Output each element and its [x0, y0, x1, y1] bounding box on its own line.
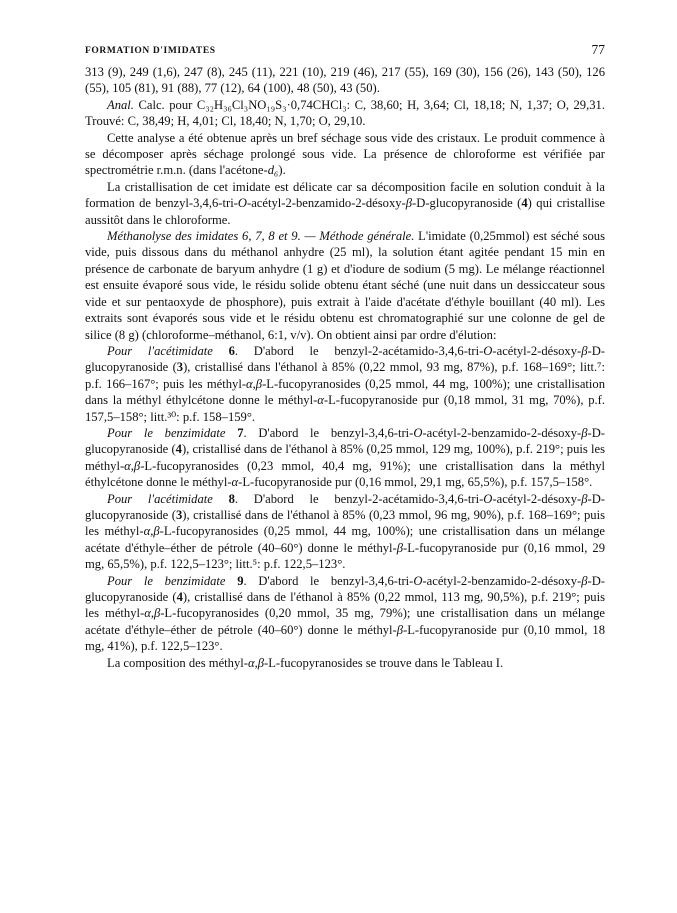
text-run: β [581, 491, 588, 506]
text-run: ), cristallisé dans l'éthanol à 85% (0,22 mmol, 93 mg, 87%), p.f. 168–169°; litt.⁷: p.f. 166–167°; puis les méthyl- [85, 360, 605, 391]
running-title: FORMATION D'IMIDATES [85, 46, 216, 56]
text-run: α [317, 393, 324, 408]
text-run: L'imidate (0,25mmol) est séché sous vide, puis dissous dans du méthanol anhydre (25 ml), la solution étant agitée pendant 15 min en présence de carbonate de baryum anhydre (1 g) et d'iodure de sodium (5 mg). Le mélange réactionnel est ensuite évaporé sous vide, le résidu solide obtenu étant séché (une nuit dans un dessiccateur sous vide et sur pentaoxyde de phosphore), puis extrait à l'aide d'acétate d'éthyle bouillant (40 ml). Les extraits sont évaporés sous vide et le résidu obtenu est chromatographié sur une colonne de gel de silice (8 g) (chloroforme–méthanol, 6:1, v/v). On obtient ainsi par ordre d'élution: [85, 229, 606, 342]
text-run: . D'abord le benzyl-3,4,6-tri- [243, 425, 414, 440]
text-run [213, 492, 229, 506]
text-run: Pour l'acétimidate [107, 343, 213, 358]
text-run: β [581, 343, 588, 358]
text-run: 3 [176, 360, 184, 375]
text-run: -acétyl-2-désoxy- [492, 343, 582, 358]
paragraph [85, 655, 605, 671]
text-run: 313 (9), 249 (1,6), 247 (8), 245 (11), 221 (10), 219 (46), 217 (55), 169 (30), 156 (26), 143 (50), 126 (55), 105 (81), 91 (88), 77 (12), 64 (100), 48 (50), 43 (50). [85, 65, 605, 96]
text-run: . D'abord le benzyl-3,4,6-tri- [243, 573, 414, 588]
text-run: O [413, 573, 423, 588]
text-run: . D'abord le benzyl-2-acétamido-3,4,6-tri- [234, 491, 484, 506]
text-run: 4 [176, 590, 183, 604]
paragraph [85, 97, 605, 130]
text-run: Anal. [107, 97, 134, 112]
text-run: β [581, 573, 588, 588]
text-run: -L-fucopyranosides se trouve dans le Tableau I. [264, 655, 504, 670]
text-run: -acétyl-2-désoxy- [492, 491, 582, 506]
text-run: 7 [237, 425, 244, 440]
text-run: -D-glucopyranoside ( [85, 491, 605, 522]
text-run: -acétyl-2-benzamido-2-désoxy- [422, 425, 582, 440]
text-run: -D-glucopyranoside ( [412, 196, 522, 211]
text-run: -L-fucopyranoside pur (0,18 mmol, 31 mg, 70%), p.f. 157,5–158°; litt.³⁰: p.f. 158–159°. [85, 393, 605, 424]
text-run: Pour l'acétimidate [107, 491, 213, 506]
paragraph [85, 573, 605, 655]
text-run: Pour le benzimidate [107, 425, 226, 440]
text-run: β [396, 622, 404, 637]
paragraph [85, 425, 605, 491]
text-run: β [396, 540, 404, 555]
paragraph [85, 130, 605, 179]
text-run: α,β [124, 458, 141, 473]
text-run: O [483, 343, 493, 358]
text-run [226, 574, 238, 588]
page [85, 40, 605, 671]
paragraph [85, 343, 605, 425]
text-run: Pour le benzimidate [107, 573, 226, 588]
text-run: O [413, 425, 423, 440]
text-run [226, 426, 238, 440]
text-run: -L-fucopyranoside pur (0,10 mmol, 18 mg, 41%), p.f. 122,5–123°. [85, 622, 605, 654]
text-run: . D'abord le benzyl-2-acétamido-3,4,6-tri- [234, 343, 484, 358]
text-run: -L-fucopyranosides (0,25 mmol, 44 mg, 100%); une cristallisation dans la méthyl éthylcétone donne le méthyl- [85, 376, 605, 408]
text-run: O [237, 196, 247, 211]
text-run: 9 [237, 573, 244, 588]
text-run: ) qui cristallise aussitôt dans le chloroforme. [85, 196, 606, 227]
text-run: α,β [144, 606, 161, 621]
text-run: ), cristallisé dans de l'éthanol à 85% (0,23 mmol, 96 mg, 90%), p.f. 168–169°; puis les méthyl- [85, 507, 605, 539]
text-run: d₆ [267, 163, 279, 178]
page-number: 77 [591, 42, 605, 57]
text-run: 4 [175, 442, 182, 457]
text-run: -D-glucopyranoside ( [85, 573, 605, 604]
text-run: -L-fucopyranoside pur (0,16 mmol, 29 mg, 65,5%), p.f. 122,5–123°; litt.⁵: p.f. 122,5–123°. [85, 540, 605, 572]
text-run: -D-glucopyranoside ( [85, 343, 605, 375]
text-run: -L-fucopyranosides (0,25 mmol, 44 mg, 100%); une cristallisation dans un mélange acétate d'éthyle–éther de pétrole (40–60°) donne le méthyl- [85, 524, 606, 555]
text-run: β [581, 425, 588, 440]
paragraph [85, 491, 605, 573]
paragraph [85, 64, 605, 97]
text-run: Méthanolyse des imidates 6, 7, 8 et 9. — Méthode générale. [107, 229, 415, 244]
text-run: O [483, 491, 493, 506]
text-run [213, 344, 229, 358]
text-run: 3 [175, 507, 183, 522]
text-run: -D-glucopyranoside ( [85, 425, 605, 457]
text-run: -L-fucopyranosides (0,20 mmol, 35 mg, 79%); une cristallisation dans un mélange acétate d'éthyle–éther de pétrole (40–60°) donne le méthyl- [85, 606, 605, 637]
text-run: ), cristallisé dans de l'éthanol à 85% (0,25 mmol, 129 mg, 100%), p.f. 219°; puis les méthyl- [85, 442, 605, 473]
text-run: La composition des méthyl- [107, 655, 248, 670]
text-run: -acétyl-2-benzamido-2-désoxy- [247, 196, 406, 211]
text-run: -L-fucopyranosides (0,23 mmol, 40,4 mg, 91%); une cristallisation dans la méthyl éthylcétone donne le méthyl- [85, 458, 605, 490]
text-run: β [405, 196, 413, 211]
text-run: ). [278, 163, 286, 178]
text-run: 8 [228, 491, 235, 506]
text-run: 6 [228, 343, 235, 358]
text-run: 4 [521, 196, 528, 211]
text-run: α,β [247, 655, 264, 670]
text-run: -L-fucopyranoside pur (0,16 mmol, 29,1 mg, 65,5%), p.f. 157,5–158°. [238, 475, 593, 490]
body-text [85, 64, 605, 671]
text-run: -acétyl-2-benzamido-2-désoxy- [422, 573, 582, 588]
paragraph [85, 228, 605, 343]
text-run: Calc. pour C₃₂H₃₆Cl₃NO₁₉S₃·0,74CHCl₃: C, 38,60; H, 3,64; Cl, 18,18; N, 1,37; O, 29,31. Trouvé: C, 38,49; H, 4,01; Cl, 18,40; N, 1,70; O, 29,10. [85, 97, 605, 129]
text-run: α [231, 475, 239, 490]
paragraph [85, 179, 605, 228]
text-run: α,β [143, 524, 160, 539]
text-run: La cristallisation de cet imidate est délicate car sa décomposition facile en solution conduit à la formation de benzyl-3,4,6-tri- [85, 179, 605, 211]
text-run: α,β [246, 376, 263, 391]
page-header [85, 40, 605, 64]
text-run: Cette analyse a été obtenue après un bref séchage sous vide des cristaux. Le produit commence à se décomposer après séchage prolongé sous vide. La présence de chloroforme est vérifiée par spectrométrie r.m.n. (dans l'acétone- [85, 130, 605, 178]
text-run: ), cristallisé dans de l'éthanol à 85% (0,22 mmol, 113 mg, 90,5%), p.f. 219°; puis les méthyl- [85, 590, 605, 621]
